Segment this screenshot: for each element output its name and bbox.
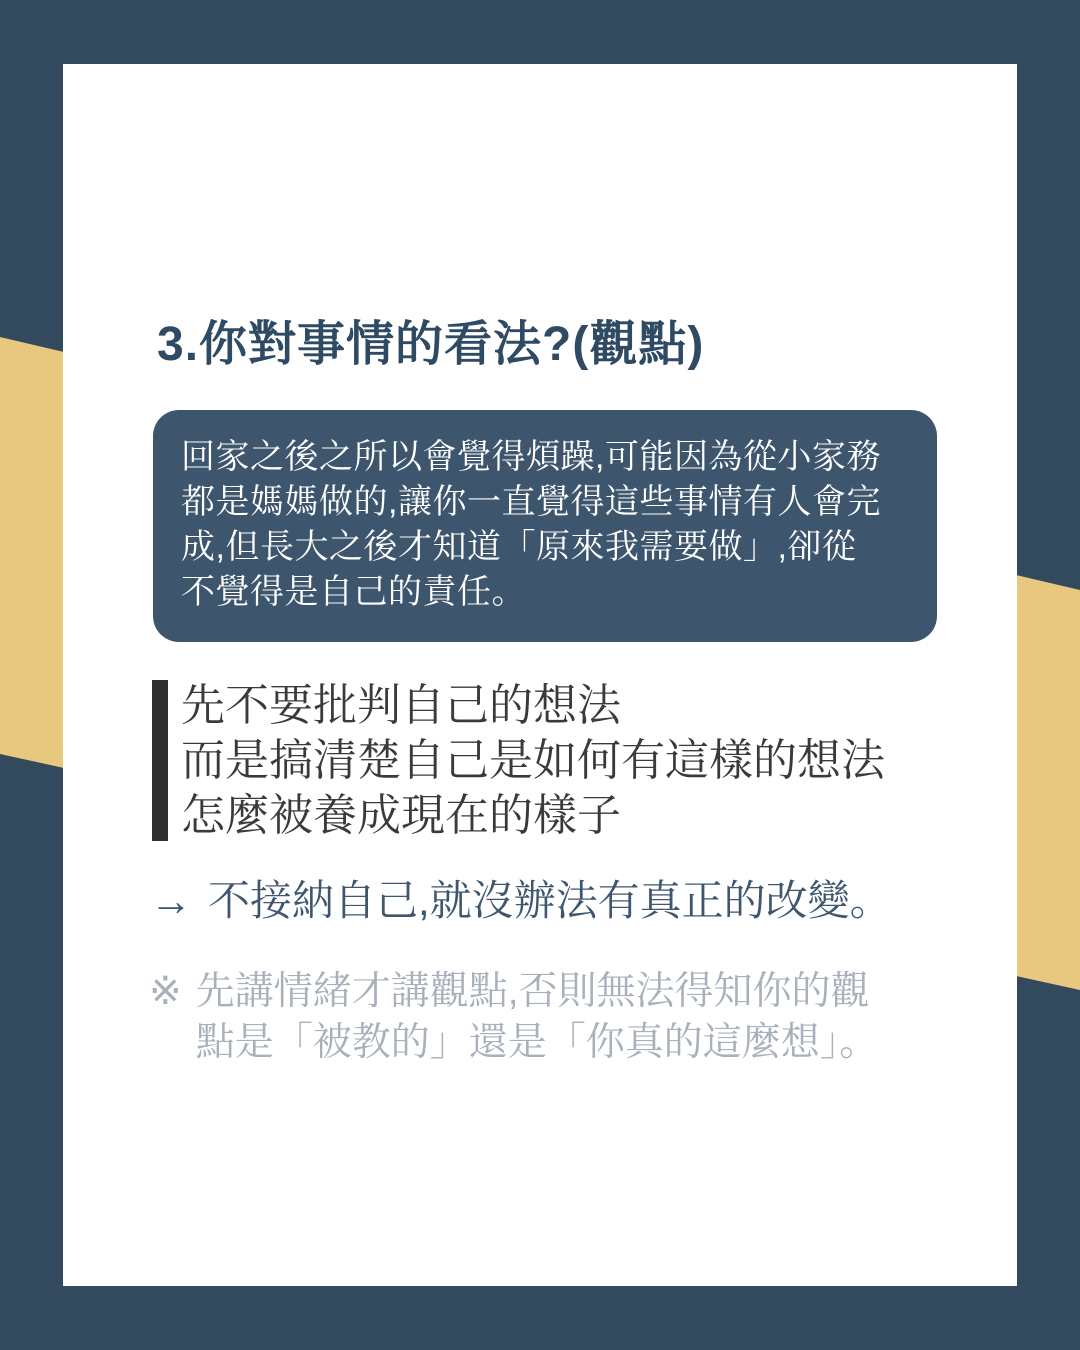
reference-mark-icon: ※ [149, 970, 182, 1013]
footnote-lines [196, 966, 879, 1068]
quote-lines [181, 678, 885, 843]
page-title: 3.你對事情的看法?(觀點) [157, 318, 705, 371]
example-box-line: 成,但長大之後才知道「原來我需要做」,卻從 [181, 528, 857, 566]
example-box [153, 410, 937, 642]
quote-left-bar [152, 680, 168, 841]
quote-line: 而是搞清楚自己是如何有這樣的想法 [181, 736, 885, 785]
footnote-block [149, 966, 939, 1068]
example-box-line: 不覺得是自己的責任。 [181, 573, 526, 611]
quote-block [152, 678, 939, 843]
card-inner [63, 64, 1017, 1068]
example-box-line: 都是媽媽做的,讓你一直覺得這些事情有人會完 [181, 483, 881, 521]
right-arrow-icon: → [150, 877, 192, 924]
conclusion-line [150, 876, 939, 926]
footnote-line: 先講情緒才講觀點,否則無法得知你的觀 [195, 970, 870, 1013]
quote-line: 先不要批判自己的想法 [181, 681, 621, 730]
example-box-line: 回家之後之所以會覺得煩躁,可能因為從小家務 [181, 438, 881, 476]
quote-line: 怎麼被養成現在的樣子 [181, 791, 621, 840]
conclusion-text: 不接納自己,就沒辦法有真正的改變。 [208, 877, 892, 924]
footnote-line: 點是「被教的」還是「你真的這麼想」。 [195, 1021, 879, 1064]
content-card [63, 64, 1017, 1286]
